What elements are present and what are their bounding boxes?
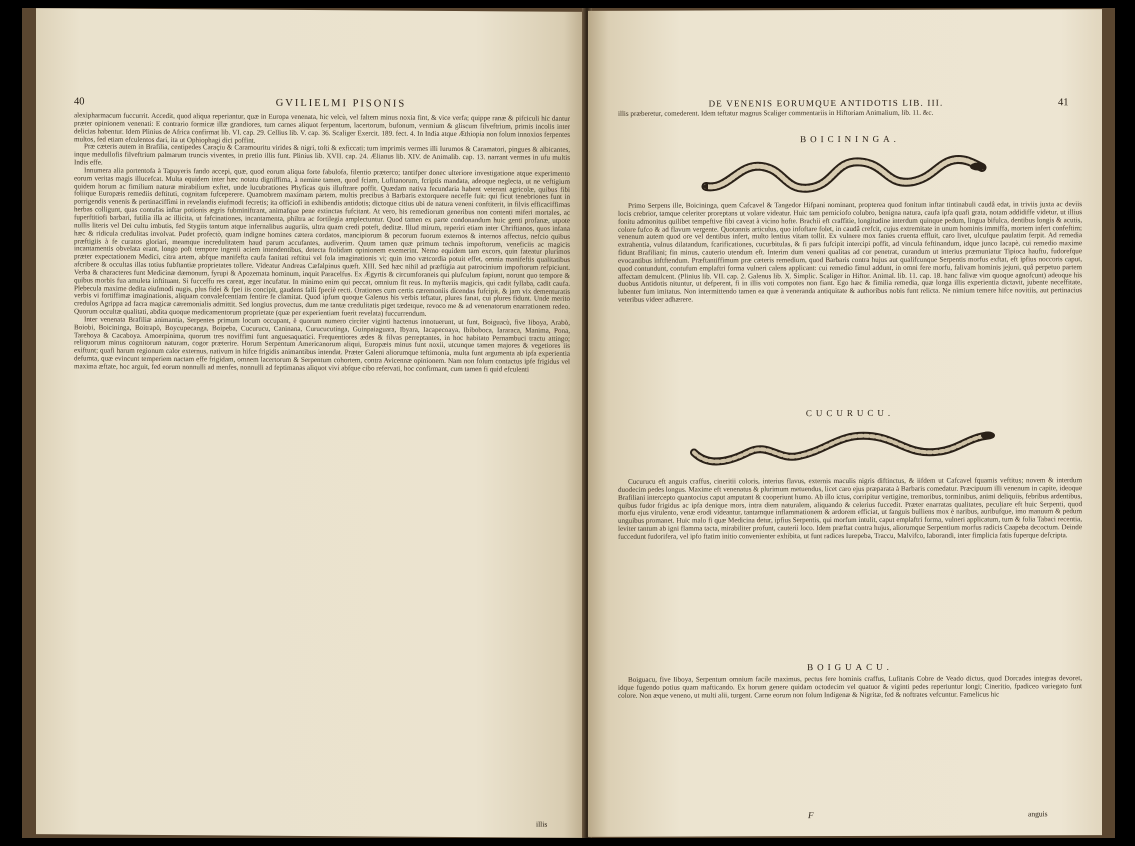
section-title-boiguacu: BOIGUACU. bbox=[807, 661, 893, 673]
section-body-boiguacu: Boiguacu, five Iiboya, Serpentum omnium facile maximus, pectus fere hominis craffus, Lufitanis Cobre de Veado dictus, quod Dorcades integras devoret, idque fugendo potius quam mafticando. Ex horum genere quidam octodecim vel quatuor & viginti pedes reperiuntur longi; Cineritio, fpadiceo variegato funt colore. Non æque veneno, ut multi alii, turgent. Carne eorum non folum Indigenæ & Nigritæ, fed & noftrates vefcuntur. Famelicus hic bbox=[618, 674, 1082, 700]
paragraph: Inter venenata Brafiliæ animantia, Serpentes primum locum occupant, è quorum numero circiter viginti hactenus innotuerunt, ut funt, Boiguacù, five Iiboya, Arabò, Boiobi, Boicininga, Boitrapò, Boycupecanga, Boipeba, Cucurucu, Caninana, Curucucutinga, Guinpaiaguara, Ibyara, Iacapecoaya, Ibiboboca, Iararaca, Manima, Pona, Tarehoya & Cacaboya. Amoerpinima, quorum tres noviffimi funt anguesaquatici. Frequentiores ædes & filvas perreptantes, in hoc habitato Pernambuci tractu attingo; reliquorum minus cognitorum naturam, cogor præterire. Horum Serpentum Americanorum aliqui, Europæis minus funt noxii, utcunque tamen majores & vegetiores iis exiftunt; quafi harum regionum calor externus, nativum in hifce frigidis animantibus intendat. Præter Galeni aliorumque teftimonia, multa funt argumenta ab ipfa experientia defumta, quæ evincunt temperiem nactam effe frigidam, omnem lacertorum & Serpentum cohortem, contra Avicennæ opinionem. Nam non folum contactus ipfe frigidus vel maxima æftate, hoc arguit, fed eorum nonnulli ad menfes, nonnulli ad feptimanas aliquot vivi abfque cibo refervati, hoc confirmant, cum tamen fi quid efculenti bbox=[74, 315, 570, 374]
section-title-boicininga: BOICININGA. bbox=[800, 133, 900, 145]
paragraph: Præ cæteris autem in Brafilia, centipedes Caraçíu & Caramouritu virides & nigri, toſti & exficcati; tum imprimis vermes illi Iurumos & Caramatori, pingues & albicantes, inque medullofis filveftrium palmarum truncis viventes, in pretio illis funt. Plinius lib. XVII. cap. 24. Ælianus lib. XIV. de Animalib. cap. 13. narrant vermes in ufu multis Indis effe. bbox=[74, 142, 570, 167]
page-number: 41 bbox=[1058, 97, 1069, 109]
page-number: 40 bbox=[74, 96, 85, 108]
catchword: illis bbox=[536, 819, 548, 829]
intro-text: illis præberetur, comederent. Idem teftatur magnus Scaliger commentariis in Hiftoriam Animalium, lib. 11. &c. bbox=[618, 108, 934, 118]
left-page bbox=[36, 8, 586, 838]
catchword: anguis bbox=[1028, 809, 1048, 819]
snake-illustration-cucurucu bbox=[688, 421, 998, 472]
section-body-cucurucu: Cucurucu eft anguis craffus, cineritii coloris, interius flavus, externis maculis nigris diftinctus, & iifdem ut Cafcavel fquamis veftitus; novem & interdum duodecim pedes longus. Maxime eft venenatus & plurimum metuendus, licet caro ejus præparata à Barbaris comedatur. Præcipuum illi venenum in capite, ideoque Brafiliani intercepto quantocius caput amputant & cooperiunt humo. Ab illo ictus, corripitur vertigine, tremoribus, torminibus, animi deliquiis, febribus ardentibus, quibus fudor frigidus ac ipfa denique mors, intra diem naturalem, aliquando & celerius fuccedit. Præter enarratas qualitates, peculiare eft huic Serpenti, quod morfu ejus virulento, venæ erodi videantur, tantamque inflammationem & ardorem efficiat, ut fanguis bulliens mox è naribus, auribufque, imo manuum & pedum unguibus promanet. Huic malo fi quæ Medicina detur, ipfius Serpentis, qui morfum intulit, caput emplaftri forma, vulneri applicatum, tum & folia Tabaci recentia, leviter tantum ab igni flamma tacta, mirabiliter profunt, cauterii loco. Idem præftat contra hujus, aliorumque Serpentium morfus radicis Caapeba decoctum. Deinde fuccedunt fudorifera, vel ipfo ftatim initio convenienter exhibita, ut funt radices Iurepeba, Traccu, Malvifco, Iaborandi, inter fimplicia fatis fuperque defcripta. bbox=[618, 476, 1082, 541]
running-head: GVILIELMI PISONIS bbox=[275, 97, 407, 110]
paragraph: alexipharmacum fuccurrit. Accedit, quod aliqua reperiantur, quæ in Europa venenata, hic velcù, vel faltem minus noxia fint, & vice verfa; quippe ranæ & pifciculi hic dantur præter opinionem venenati: E contrario formicæ illæ grandiores, tum carnes aliquot ferpentum, lacertorum, bufonum, vermium & gliscum filveftrium, primis incolis inter delicias habentur. Idem Plinius de Africa confirmat lib. VI. cap. 29. Cellius lib. V. cap. 36. Scaliger Exercit. 189. fect. 4. In India atque Æthiopia non folum innoxios ferpentes multos, fed etiam efculentos dari, ita ut Ophiophagi dici poffint. bbox=[74, 111, 570, 145]
open-book bbox=[22, 8, 1115, 838]
snake-illustration-boicininga bbox=[698, 142, 988, 201]
right-page bbox=[588, 9, 1102, 837]
signature-mark: F bbox=[808, 810, 814, 821]
section-body-boicininga: Primo Serpens ille, Boicininga, quem Cafcavel & Tangedor Hifpani nominant, propterea quod fonitum inftar tintinabuli caudâ edat, in triviis juxta ac deviis locis crebrior, tamque celeriter proreptans ut volare videatur. Huic tam perniciofo colubro, benigna natura, caufa ipfa quafi grata, notam addidiffe videtur, ut illius fonitu admonitus quilibet tempeftive fibi caveat à vicino hofte. Brachii eft craffitie, longitudine interdum quinque pedum, lingua bifulca, dentibus longis & acutis, colore fufco & ad flavum vergente. Quotannis articulus, quo infoftare folet, in caudâ crefcit, cujus extremitate in unum hominis immiffa, mortem infert confeftim; venenum autem quod ore vel dentibus infert, multo lentius vitam tollit. Ex vulnere mox fanies cruenta effluit, caro livet, ulcufque paulatim ferpit. Ad remedia extrahentia, vulnus dilatandum, fcarificationes, cucurbitulas, & fi pars fufcipit intercipi poffit, ad vincula feftinandum, idque junco Iacapè, cui remedio maxime fidunt Brafiliani; fin minus, cauterio utendum eft. Interim dum veneni qualitas ad cor penetrat, curandum ut interius præmuniatur Tipioca hauftu, fudorefque evocantibus inftftendum. Præftantiffimum præ cæteris remedium, quod Barbaris contra hujus aut qualifcunque Serpentis morfus exftat, eft ipfius noccoris caput, quod contundunt, contufum emplaftri forma vulneri calens applicant: cui remedio fimul addunt, in omni fere morfu, falivam hominis jejuni, quâ perpetuo partem affectam demulcent. (Plinius lib. VII. cap. 2. Galenus lib. X. Simplic. Scaliger in Hiftor. Animal. lib. 11. cap. 18. hanc falivæ vim quoque agnofcunt) adeoque his duobus Antidotis nituntur, ut defperent, fi in illis voti compotes non fiant. Ego hæc & fimilia remedia, quæ longa illis experientia dictavit, jubente neceffitate, lubenter fum imitatus. Non intermittendo tamen ea quæ à veneranda antiquitate & authoribus nobis funt relicta. Ne nimium temere hifce novitiis, aut pertinacius veteribus videer adhærere. bbox=[618, 200, 1082, 304]
section-title-cucurucu: CUCURUCU. bbox=[805, 407, 895, 419]
running-head: DE VENENIS EORUMQUE ANTIDOTIS LIB. III. bbox=[708, 97, 944, 109]
paragraph: Innumera alia portentofa à Tapuyeris fando accepi, quæ, quod eorum aliqua forte fabulofa, filentio præterco; tantifper donec ulteriore investigatione atque experimento eorum veritas magis illucefcat. Multa equidem inter hæc notatu digniffima, à nemine tamen, quod fciam, Lufitanorum, fcriptis mandata, adeoque neglecta, ut ne veftigium quidem horum ac fimilium naturæ mirabilium exftet, unde lucubrationes Phyficas quis illuftrare poffit. Quædam nativa fecundaria habent veterani agricolæ, quibus fibi foliique Europæis remediis deftituti, cognitam fufceperere. Quamobrem maximam partem, multis precibus à Barbaris extorquere neceffe fuit: qui ficut tenebriones funt in porrigendis venenis & pertinaciffimi in revelandis eiufmodi fecretis; ita officiofi in exhibendis antidotis; dictoque citius ubi de natura veneni conftiterit, in filvis efficaciffimas herbas colligunt, quas contufas inftar potionis ægris fubminiftrant, animafque pene extinctas fufcitant. At vero, his remediorum generibus non contenti miferi mortales, ac fuperftitiofi barbari, futilia illa ac illicita, ut fafcinationes, incantamenta, philtra ac fortilegia amplectuntur. Quod tamen ex parte condonandum huic genti profanæ, utpote nullis literis vel Dei cultu imbutis, fed Stygiis tantum atque infernalibus auguriis, ultra quam credi poteft, deditæ. Illud mirum, reperiri etiam inter Chriftianos, quos infana hæc & ridicula credulitas involvat. Pudet profectò, quam indigne homines cætera cordatos, mancipiorum & pecorum fuorum externos & internos affectus, nefcio quibus præftigiis à fe curatos gloriari, meamque incredulitatem haud parum accufantes, audiverim. Quum tamen quæ primum technis impoftorum, veneficiis ac magicis incantamentis obvelata erant, longo poft tempore ingenii aciem intendentibus, detecta ftolidam opinionem exemerint. Nemo equidem tam excors, quin fateatur plurimos præter expectationem Medici, citra artem, abfque manifefta caufa fanitati reftitui vel fola imaginationis vi; quin imo vætcordia potuit effet, omnia manifeftis qualitatibus afcribere & occultas illas totius fubftantiæ proprietates tollere. Videatur Andreas Cæfalpinus quæft. XIII. Sed hæc nihil ad præftigia aut patrocinium impoftorum refpiciunt. Verba & characteres funt Medicinæ dæmonum, fyrupi & Apozemata hominum, inquit Paracelfus. Ex Ægyrtis & circumforaneis qui plufculum fapiunt, norunt quo tempore & quibus morbis fua amuleta inftituant. Si fucceffu res careat, æger incufatur. In minimo enim qui peccat, omnium fit reus. In myfteriis magicis, qui cadit fyllaba, cadit caufa. Plebecula maxime dedita eiufmodi nugis, plus fidei & fpei iis concipit, gaudens falli fpeciè recti. Orationes cum certis cæremoniis dicendas fufcipit, & jam vix dementuratis verbis vi fortiffimæ imaginationis, aliquam convalefcentiam fentire fe clamitat. Quod ipfum quoque Galenus his verbis teftatur, plures fanat, cui plures fidunt. Unde merito credulos Agrippa ad facra magicæ cæremonialis admittit. Sed longius provectus, dum me tantæ credulitatis piget tædetque, revoco me & ad venenatorum enarrationem redeo. Quorum occultæ qualitati, abdita quoque medicamentorum proprietate (quæ per experientiam fuerit revelata) fuccurrendum. bbox=[74, 166, 570, 318]
left-text-block bbox=[74, 112, 570, 827]
